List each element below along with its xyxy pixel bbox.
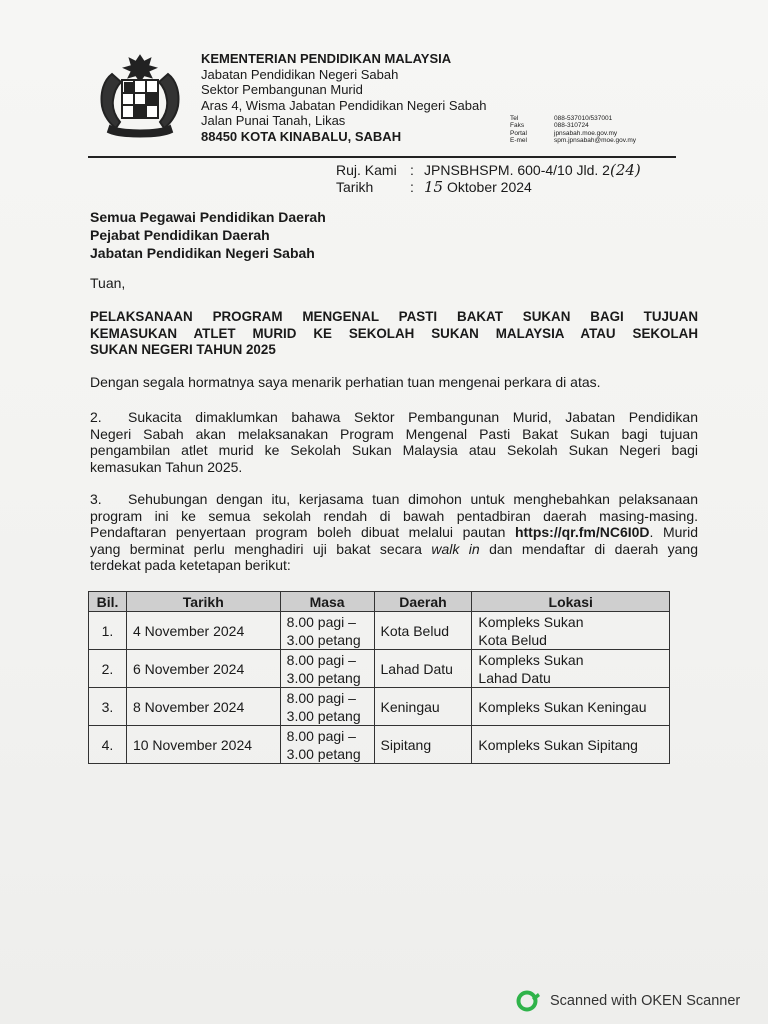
reference-label: Ruj. Kami: [336, 162, 397, 178]
contact-row: [510, 137, 636, 144]
cell-bil: 1.: [89, 612, 127, 650]
oken-scanner-logo-icon: [516, 990, 542, 1012]
addressee-line: Semua Pegawai Pendidikan Daerah: [90, 209, 326, 225]
column-header-bil: Bil.: [89, 592, 127, 612]
cell-bil: 3.: [89, 688, 127, 726]
paragraph-line: terdekat pada ketetapan berikut:: [90, 557, 291, 573]
cell-masa: 8.00 pagi – 3.00 petang: [280, 688, 374, 726]
paragraph-text: Dengan segala hormatnya saya menarik perhatian tuan mengenai perkara di atas.: [90, 374, 601, 390]
paragraph-line: kemasukan Tahun 2025.: [90, 458, 243, 475]
cell-masa: 8.00 pagi – 3.00 petang: [280, 612, 374, 650]
cell-bil: 2.: [89, 650, 127, 688]
paragraph-line: program ini ke semua sekolah rendah di bawah pentadbiran daerah masing-masing.: [90, 507, 698, 524]
date-label: Tarikh: [336, 179, 374, 195]
cell-daerah: Sipitang: [374, 726, 472, 764]
paragraph-line-text: yang berminat perlu menghadiri uji bakat secara: [90, 540, 432, 557]
contact-label: Portal: [510, 129, 527, 137]
cell-bil: 4.: [89, 726, 127, 764]
sector-name: Sektor Pembangunan Murid: [201, 82, 363, 98]
paragraph-line-text: Pendaftaran penyertaan program boleh dibuat melalui pautan: [90, 524, 515, 540]
paragraph-line-text: Sehubungan dengan itu, kerjasama tuan dimohon untuk menghebahkan pelaksanaan: [128, 491, 698, 507]
letterhead-address: [201, 51, 486, 145]
paragraph-line: [90, 541, 698, 558]
letter-subject: [90, 309, 698, 359]
paragraph-line: [90, 409, 698, 426]
cell-lokasi: Kompleks Sukan Sipitang: [472, 726, 670, 764]
cell-tarikh: 8 November 2024: [126, 688, 280, 726]
addressee-line: Jabatan Pendidikan Negeri Sabah: [90, 245, 315, 261]
ministry-name: KEMENTERIAN PENDIDIKAN MALAYSIA: [201, 51, 452, 66]
cell-lokasi: Kompleks Sukan Kota Belud: [472, 612, 670, 650]
handwritten-reference-suffix: (24): [609, 161, 641, 179]
paragraph-line-text: dan mendaftar di daerah yang: [479, 540, 698, 557]
letterhead-divider: [88, 156, 676, 158]
column-header-daerah: Daerah: [374, 592, 472, 612]
cell-daerah: Lahad Datu: [374, 650, 472, 688]
scanner-watermark: [516, 990, 740, 1012]
contact-label: E-mel: [510, 137, 527, 145]
column-header-lokasi: Lokasi: [472, 592, 670, 612]
contact-row: [510, 115, 636, 122]
contact-label: Faks: [510, 122, 525, 130]
contact-value: 088-537010/537001: [554, 115, 613, 122]
subject-line: SUKAN NEGERI TAHUN 2025: [90, 342, 276, 357]
reference-separator: :: [410, 162, 414, 178]
table-row: [89, 612, 670, 650]
coat-of-arms-icon: [92, 50, 188, 138]
table-row: [89, 726, 670, 764]
contact-row: [510, 130, 636, 137]
reference-row: [336, 162, 641, 179]
cell-daerah: Keningau: [374, 688, 472, 726]
address-line: 88450 KOTA KINABALU, SABAH: [201, 128, 402, 144]
date-row: [336, 179, 641, 196]
department-name: Jabatan Pendidikan Negeri Sabah: [201, 66, 399, 82]
address-line: Jalan Punai Tanah, Likas: [201, 113, 346, 129]
cell-tarikh: 4 November 2024: [126, 612, 280, 650]
addressee-line: Pejabat Pendidikan Daerah: [90, 227, 270, 243]
reference-number: JPNSBHSPM. 600-4/10 Jld. 2: [424, 162, 610, 178]
watermark-text: Scanned with OKEN Scanner: [550, 993, 741, 1009]
cell-masa: 8.00 pagi – 3.00 petang: [280, 650, 374, 688]
column-header-tarikh: Tarikh: [126, 592, 280, 612]
paragraph-2: [90, 409, 698, 475]
contact-label: Tel: [510, 115, 519, 122]
paragraph-line: [90, 491, 698, 508]
table-header-row: [89, 592, 670, 612]
paragraph-3: [90, 491, 698, 574]
paragraph-number: 2.: [90, 409, 102, 425]
cell-tarikh: 10 November 2024: [126, 726, 280, 764]
paragraph-line-text: . Murid: [649, 524, 698, 540]
contact-value: spm.jpnsabah@moe.gov.my: [554, 137, 636, 145]
handwritten-day: 15: [424, 178, 444, 196]
date-separator: :: [410, 179, 414, 195]
registration-link[interactable]: https://qr.fm/NC6I0D: [514, 524, 650, 540]
reference-block: [336, 162, 641, 196]
emphasis-text: walk in: [431, 540, 480, 557]
cell-masa: 8.00 pagi – 3.00 petang: [280, 726, 374, 764]
paragraph-line: [90, 524, 698, 541]
contact-value: 088-310724: [554, 122, 589, 130]
table-row: [89, 650, 670, 688]
paragraph-line: pengambilan atlet murid ke Sekolah Sukan Malaysia atau Sekolah Sukan Negeri bagi: [90, 442, 698, 458]
date-month-year: Oktober 2024: [446, 179, 532, 195]
contact-row: [510, 122, 636, 129]
column-header-masa: Masa: [280, 592, 374, 612]
paragraph-line: Negeri Sabah akan melaksanakan Program Mengenal Pasti Bakat Sukan bagi tujuan: [90, 425, 698, 442]
cell-tarikh: 6 November 2024: [126, 650, 280, 688]
schedule-table: [88, 591, 670, 764]
subject-line: PELAKSANAAN PROGRAM MENGENAL PASTI BAKAT SUKAN BAGI TUJUAN: [90, 309, 698, 324]
cell-daerah: Kota Belud: [374, 612, 472, 650]
cell-lokasi: Kompleks Sukan Keningau: [472, 688, 670, 726]
paragraph-1: [90, 374, 698, 391]
subject-line: KEMASUKAN ATLET MURID KE SEKOLAH SUKAN MALAYSIA ATAU SEKOLAH: [90, 325, 698, 341]
contact-details: [510, 115, 636, 145]
paragraph-number: 3.: [90, 491, 102, 507]
addressee-block: [90, 208, 326, 262]
paragraph-line-text: Sukacita dimaklumkan bahawa Sektor Pembangunan Murid, Jabatan Pendidikan: [128, 409, 698, 425]
contact-value: jpnsabah.moe.gov.my: [554, 129, 618, 137]
table-row: [89, 688, 670, 726]
address-line: Aras 4, Wisma Jabatan Pendidikan Negeri Sabah: [201, 97, 487, 113]
salutation: Tuan,: [90, 275, 126, 291]
cell-lokasi: Kompleks Sukan Lahad Datu: [472, 650, 670, 688]
